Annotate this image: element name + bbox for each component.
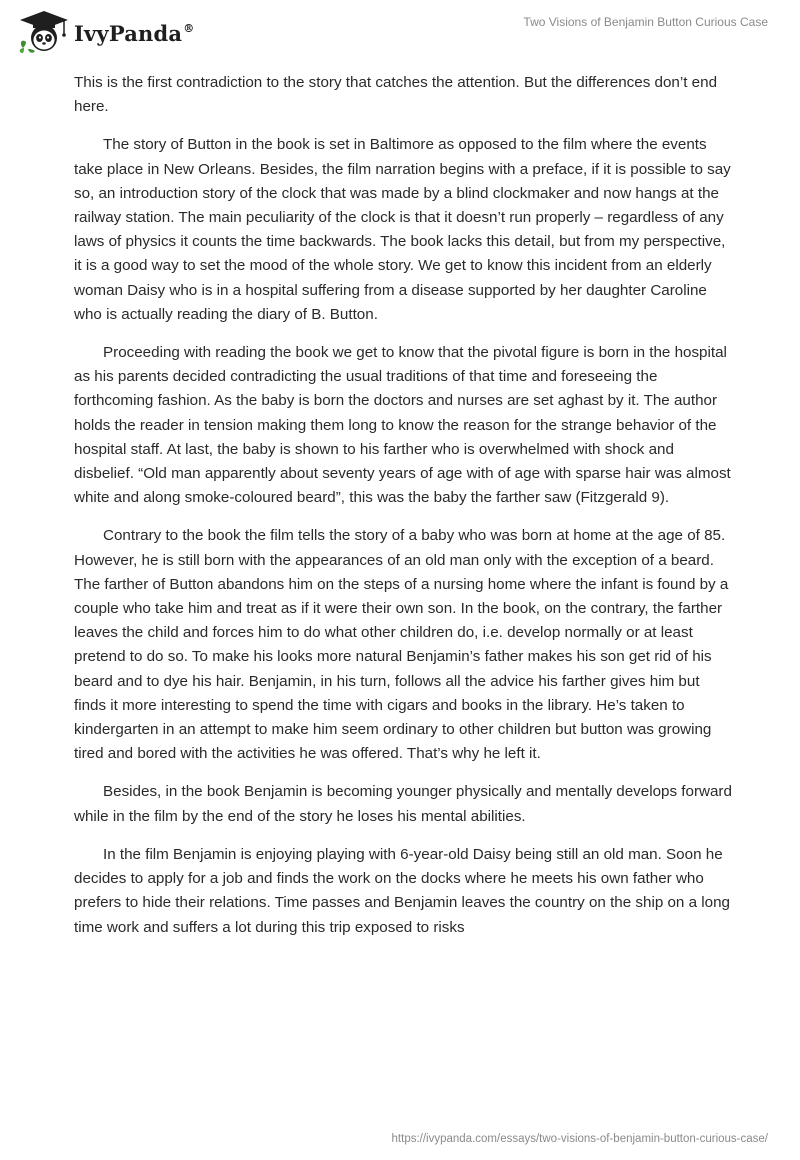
essay-body — [74, 71, 734, 954]
registered-mark: ® — [183, 21, 195, 35]
document-title: Two Visions of Benjamin Button Curious Case — [523, 15, 768, 29]
paragraph-6: In the film Benjamin is enjoying playing with 6-year-old Daisy being still an old man. Soon he decides to apply for a job and finds the work on the docks where he meets his own father who prefers to hide their relations. Time passes and Benjamin leaves the country on the ship on a long time work and suffers a lot during this trip exposed to risks — [74, 845, 730, 936]
brand-name: IvyPanda® — [74, 20, 195, 46]
paragraph-1: This is the first contradiction to the story that catches the attention. But the differences don’t end here. — [74, 74, 718, 116]
paragraph-5: Besides, in the book Benjamin is becoming younger physically and mentally develops forward while in the film by the end of the story he loses his mental abilities. — [74, 783, 732, 825]
ivypanda-logo[interactable] — [14, 8, 194, 54]
source-url-link[interactable]: https://ivypanda.com/essays/two-visions-of-benjamin-button-curious-case/ — [391, 1133, 768, 1145]
paragraph-4: Contrary to the book the film tells the story of a baby who was born at home at the age of 85. However, he is still born with the appearances of an old man only with the exception of a beard. The farther of Button abandons him on the steps of a nursing home where the infant is found by a couple who take him and treat as if it were their own son. In the book, on the contrary, the farther leaves the child and forces him to do what other children do, i.e. develop normally or at least pretend to do so. To make his looks more natural Benjamin’s father makes his son get rid of his beard and to dye his hair. Benjamin, in his turn, follows all the advice his farther gives him but finds it more interesting to spend the time with cigars and books in the library. He’s taken to kindergarten in an attempt to make him seem ordinary to other children but button was growing tired and bored with the activities he was offered. That’s why he left it. — [74, 527, 729, 763]
paragraph-3: Proceeding with reading the book we get to know that the pivotal figure is born in the hospital as his parents decided contradicting the usual traditions of that time and foreseeing the forthcoming fashion. As the baby is born the doctors and nurses are set aghast by it. The author holds the reader in tension making them long to know the reason for the strange behavior of the hospital staff. At last, the baby is shown to his farther who is overwhelmed with shock and disbelief. “Old man apparently about seventy years of age with of age with sparse hair was almost white and along smoke-coloured beard”, this was the baby the farther saw (Fitzgerald 9). — [74, 344, 731, 507]
panda-graduate-icon — [14, 8, 70, 54]
paragraph-2: The story of Button in the book is set in Baltimore as opposed to the film where the events take place in New Orleans. Besides, the film narration begins with a preface, if it is possible to say so, an introduction story of the clock that was made by a blind clockmaker and now hangs at the railway station. The main peculiarity of the clock is that it doesn’t run properly – regardless of any laws of physics it counts the time backwards. The book lacks this detail, but from my perspective, it is a good way to set the mood of the whole story. We get to know this incident from an elderly woman Daisy who is in a hospital suffering from a disease supported by her daughter Caroline who is actually reading the diary of B. Button. — [74, 136, 731, 323]
page-header — [0, 0, 800, 62]
